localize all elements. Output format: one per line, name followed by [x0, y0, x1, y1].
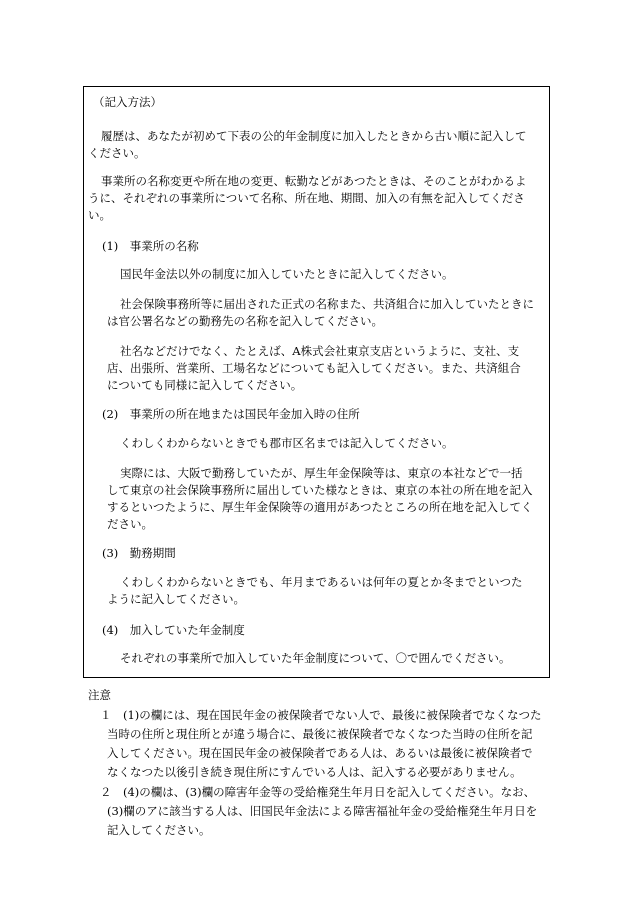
section-2-b-line-1: 実際には、大阪で勤務していたが、厚生年金保険等は、東京の本社などで一括 — [120, 466, 523, 480]
section-1-a-line-1: 国民年金法以外の制度に加入していたときに記入してください。 — [120, 267, 454, 281]
note-1-line-1: １ (1)の欄には、現在国民年金の被保険者でない人で、最後に被保険者でなくなつた — [100, 708, 542, 722]
section-2-b-line-3: するといつたように、厚生年金保険等の適用があつたところの所在地を記入してく — [107, 500, 533, 514]
note-1-line-3: 入してください。現在国民年金の被保険者である人は、あるいは最後に被保険者で — [107, 746, 533, 760]
para-1-line-1: 履歴は、あなたが初めて下表の公的年金制度に加入したときから古い順に記入して — [101, 129, 527, 143]
section-4-title: (4) 加入していた年金制度 — [102, 623, 245, 637]
section-1-title: (1) 事業所の名称 — [102, 239, 199, 253]
instructions-heading: （記入方法） — [93, 95, 162, 109]
section-1-c-line-2: 店、出張所、営業所、工場名などについても記入してください。また、共済組合 — [107, 361, 521, 375]
section-4-a-line-1: それぞれの事業所で加入していた年金制度について、〇で囲んでください。 — [120, 651, 511, 665]
notes-heading: 注意 — [88, 688, 111, 702]
section-1-c-line-3: についても同様に記入してください。 — [107, 378, 303, 392]
note-1-line-4: なくなつた以後引き続き現住所にすんでいる人は、記入する必要がありません。 — [107, 765, 522, 779]
para-2-line-3: い。 — [88, 208, 111, 222]
para-2-line-1: 事業所の名称変更や所在地の変更、転勤などがあつたときは、そのことがわかるよ — [101, 174, 527, 188]
section-3-a-line-1: くわしくわからないときでも、年月まであるいは何年の夏とか冬までといつた — [120, 575, 523, 589]
para-2-line-2: うに、それぞれの事業所について名称、所在地、期間、加入の有無を記入してくださ — [88, 191, 525, 205]
section-3-title: (3) 勤務期間 — [102, 546, 176, 560]
section-3-a-line-2: ように記入してください。 — [107, 592, 245, 606]
section-1-b-line-1: 社会保険事務所等に届出された正式の名称また、共済組合に加入していたときに — [120, 297, 534, 311]
section-2-b-line-4: ださい。 — [107, 517, 153, 531]
note-1-line-2: 当時の住所と現住所とが違う場合に、最後に被保険者でなくなつた当時の住所を記 — [107, 727, 533, 741]
para-1-line-2: ください。 — [88, 146, 146, 160]
note-2-line-3: 記入してください。 — [107, 823, 211, 837]
section-1-b-line-2: は官公署名などの勤務先の名称を記入してください。 — [107, 314, 383, 328]
section-2-b-line-2: して東京の社会保険事務所に届出していた様なときは、東京の本社の所在地を記入 — [107, 483, 533, 497]
note-2-line-1: ２ (4)の欄は、(3)欄の障害年金等の受給権発生年月日を記入してください。なお、 — [100, 785, 536, 799]
section-2-a-line-1: くわしくわからないときでも郡市区名までは記入してください。 — [120, 436, 454, 450]
note-2-line-2: (3)欄のアに該当する人は、旧国民年金法による障害福祉年金の受給権発生年月日を — [107, 804, 538, 818]
section-1-c-line-1: 社名などだけでなく、たとえば、A株式会社東京支店というように、支社、支 — [120, 344, 520, 358]
section-2-title: (2) 事業所の所在地または国民年金加入時の住所 — [102, 407, 360, 421]
